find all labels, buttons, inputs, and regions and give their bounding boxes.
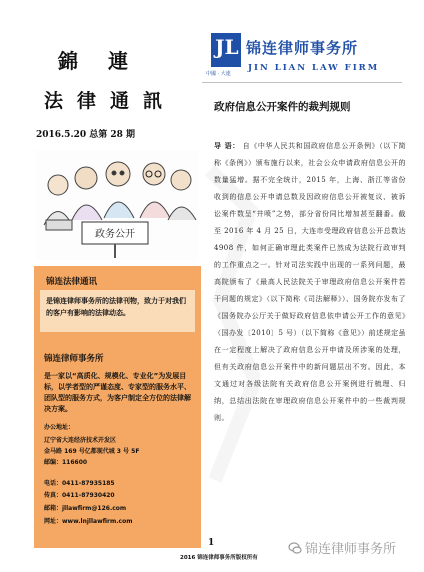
firm-logo-letters: JL [215,35,239,59]
sidebar-heading-newsletter: 锦连法律通讯 [46,277,98,287]
firm-name-cn: 锦连律师事务所 [246,39,359,57]
masthead-title: 錦連 [58,49,158,73]
fax: 传真：0411-87930420 [44,492,115,499]
wechat-icon [288,541,302,555]
firm-name-en: JIN LIAN LAW FIRM [248,63,380,73]
sign-text: 政务公开 [95,229,135,240]
firm-logo [211,33,241,67]
firm-logo-caption: 中國 · 大連 [206,71,231,77]
wechat-watermark [288,538,396,557]
footer-copyright: 2016 锦连律师事务所版权所有 [180,555,258,561]
sidebar-heading-firm: 锦连律师事务所 [44,354,104,364]
website-link[interactable]: 网址：www.lnjllawfirm.com [44,518,133,525]
masthead-subtitle: 法律通訊 [43,90,176,112]
article-body-text: 自《中华人民共和国政府信息公开条例》（以下简称《条例》）颁布施行以来，社会公众申请政府信息公开的数量猛增。据不完全统计，2015 年，上海、浙江等省份收到的信息公开申请总数及因政府信息公开被复议、被诉讼案件数呈“井喷”之势，部分省份同比增加甚至翻番。截至 2016 年 4 月 25 日，大连市受理政府信息公开总数达 4908 件，如何正确审理此类案件已然成为法院行政审判的工作重点之一。针对司法实践中出现的一系列问题，最高院颁布了《最高人民法院关于审理政府信息公开案件若干问题的规定》（以下简称《司法解释》）、国务院亦发布了《国务院办公厅关于做好政府信息依申请公开工作的意见》（国办发〔2010〕5 号）（以下简称《意见》）前述规定虽在一定程度上解决了政府信息公开申请及所涉案的处理，但有关政府信息公开案件中的新问题层出不穷。因此，本文通过对各级法院有关政府信息公开案例进行梳理、归纳，总结出法院在审理政府信息公开案件中的一些裁判规则。 [214,142,406,422]
address-label: 办公地址： [44,424,75,431]
watermark-text: 锦连律师事务所 [305,542,397,557]
page-number: 1 [208,538,215,548]
address-line-1: 辽宁省大连经济技术开发区 [44,437,117,444]
issue-line: 2016.5.20 总第 28 期 [36,130,136,140]
cartoon-illustration [36,150,198,260]
sidebar-description: 是锦连律师事务所的法律刊物，致力于对我们的客户有影响的法律动态。 [46,297,186,317]
lead-label: 导 语： [214,142,240,150]
phone: 电话：0411-87935185 [44,480,115,487]
sidebar-firm-intro: 是一家以“高质化、规模化、专业化”为发展目标，以学者型的严谨态度、专家型的服务水平、团队型的服务方式，为客户制定全方位的法律解决方案。 [44,372,191,413]
article-title: 政府信息公开案件的裁判规则 [214,101,351,113]
postcode: 邮编：116600 [44,459,88,466]
header-divider [202,82,402,83]
address-line-2: 金马路 169 号亿都现代城 3 号 5F [44,448,140,455]
article-body [214,138,406,427]
email-link[interactable]: 邮箱：jllawfirm@126.com [44,505,127,512]
